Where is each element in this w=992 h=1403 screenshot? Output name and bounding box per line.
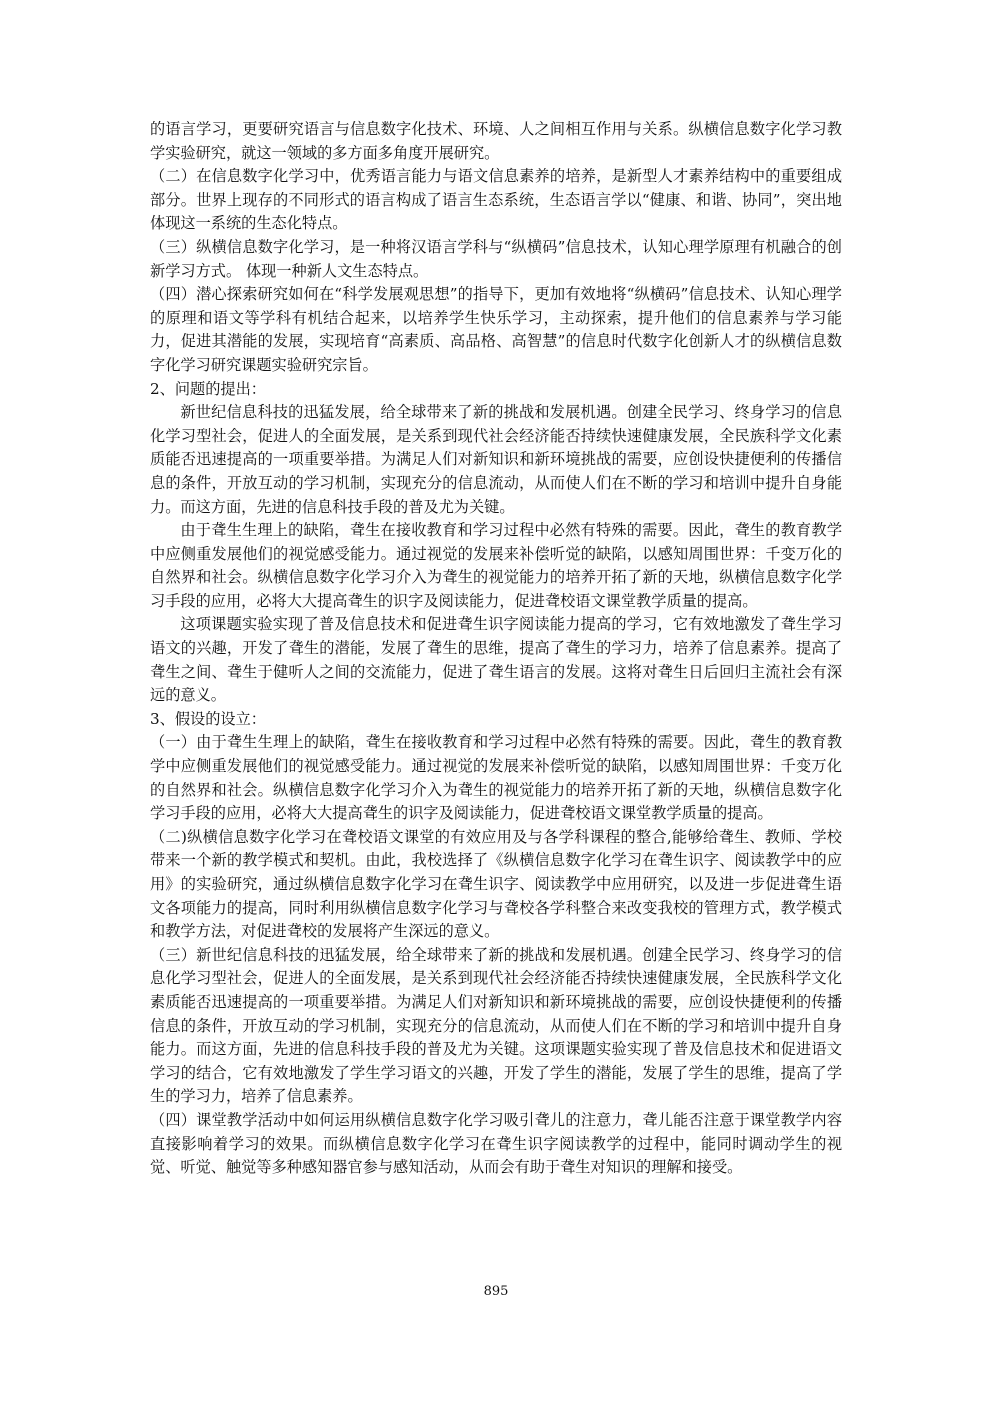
- paragraph-point-4: （四）潜心探索研究如何在“科学发展观思想”的指导下，更加有效地将“纵横码”信息技术、认知心理学的原理和语文等学科有机结合起来，以培养学生快乐学习，主动探索，提升他们的信息素养与学习能力，促进其潜能的发展，实现培育“高素质、高品格、高智慧”的信息时代数字化创新人才的纵横信息数字化学习研究课题实验研究宗旨。: [150, 285, 842, 374]
- paragraph-hypothesis-2: （二)纵横信息数字化学习在聋校语文课堂的有效应用及与各学科课程的整合,能够给聋生、教师、学校带来一个新的教学模式和契机。由此，我校选择了《纵横信息数字化学习在聋生识字、阅读教学中的应用》的实验研究，通过纵横信息数字化学习在聋生识字、阅读教学中应用研究，以及进一步促进聋生语文各项能力的提高，同时利用纵横信息数字化学习与聋校各学科整合来改变我校的管理方式，教学模式和教学方法，对促进聋校的发展将产生深远的意义。: [150, 827, 842, 941]
- page-number: 895: [483, 1284, 509, 1299]
- paragraph-hypothesis-3: （三）新世纪信息科技的迅猛发展，给全球带来了新的挑战和发展机遇。创建全民学习、终身学习的信息化学习型社会，促进人的全面发展，是关系到现代社会经济能否持续快速健康发展，全民族科学文化素质能否迅速提高的一项重要举措。为满足人们对新知识和新环境挑战的需要，应创设快捷便利的传播信息的条件，开放互动的学习机制，实现充分的信息流动，从而使人们在不断的学习和培训中提升自身能力。而这方面，先进的信息科技手段的普及尤为关键。这项课题实验实现了普及信息技术和促进语文学习的结合，它有效地激发了学生学习语文的兴趣，开发了学生的潜能，发展了学生的思维，提高了学生的学习力，培养了信息素养。: [150, 945, 842, 1106]
- paragraph-continuation: 的语言学习，更要研究语言与信息数字化技术、环境、人之间相互作用与关系。纵横信息数字化学习教学实验研究，就这一领域的多方面多角度开展研究。: [150, 120, 842, 162]
- section-heading-hypothesis: 3、假设的设立：: [150, 709, 266, 728]
- paragraph-point-2: （二）在信息数字化学习中，优秀语言能力与语文信息素养的培养，是新型人才素养结构中的重要组成部分。世界上现存的不同形式的语言构成了语言生态系统，生态语言学以“健康、和谐、协同”，突出地体现这一系统的生态化特点。: [150, 167, 842, 233]
- paragraph-hypothesis-1: （一）由于聋生生理上的缺陷，聋生在接收教育和学习过程中必然有特殊的需要。因此，聋生的教育教学中应侧重发展他们的视觉感受能力。通过视觉的发展来补偿听觉的缺陷，以感知周围世界：千变万化的自然界和社会。纵横信息数字化学习介入为聋生的视觉能力的培养开拓了新的天地，纵横信息数字化学习手段的应用，必将大大提高聋生的识字及阅读能力，促进聋校语文课堂教学质量的提高。: [150, 733, 842, 823]
- paragraph-problem-3: 这项课题实验实现了普及信息技术和促进聋生识字阅读能力提高的学习，它有效地激发了聋生学习语文的兴趣，开发了聋生的潜能，发展了聋生的思维，提高了聋生的学习力，培养了信息素养。提高了聋生之间、聋生于健听人之间的交流能力，促进了聋生语言的发展。这将对聋生日后回归主流社会有深远的意义。: [150, 615, 842, 705]
- section-heading-problem: 2、问题的提出：: [150, 379, 266, 398]
- paragraph-point-3: （三）纵横信息数字化学习，是一种将汉语言学科与“纵横码”信息技术，认知心理学原理有机融合的创新学习方式。 体现一种新人文生态特点。: [150, 237, 842, 280]
- paragraph-problem-1: 新世纪信息科技的迅猛发展，给全球带来了新的挑战和发展机遇。创建全民学习、终身学习的信息化学习型社会，促进人的全面发展，是关系到现代社会经济能否持续快速健康发展，全民族科学文化素质能否迅速提高的一项重要举措。为满足人们对新知识和新环境挑战的需要，应创设快捷便利的传播信息的条件，开放互动的学习机制，实现充分的信息流动，从而使人们在不断的学习和培训中提升自身能力。而这方面，先进的信息科技手段的普及尤为关键。: [150, 403, 842, 516]
- document-body: [150, 118, 842, 1180]
- paragraph-hypothesis-4: （四）课堂教学活动中如何运用纵横信息数字化学习吸引聋儿的注意力，聋儿能否注意于课堂教学内容直接影响着学习的效果。而纵横信息数字化学习在聋生识字阅读教学的过程中，能同时调动学生的视觉、听觉、触觉等多种感知器官参与感知活动，从而会有助于聋生对知识的理解和接受。: [150, 1110, 842, 1177]
- paragraph-problem-2: 由于聋生生理上的缺陷，聋生在接收教育和学习过程中必然有特殊的需要。因此，聋生的教育教学中应侧重发展他们的视觉感受能力。通过视觉的发展来补偿听觉的缺陷，以感知周围世界：千变万化的自然界和社会。纵横信息数字化学习介入为聋生的视觉能力的培养开拓了新的天地，纵横信息数字化学习手段的应用，必将大大提高聋生的识字及阅读能力，促进聋校语文课堂教学质量的提高。: [150, 521, 842, 610]
